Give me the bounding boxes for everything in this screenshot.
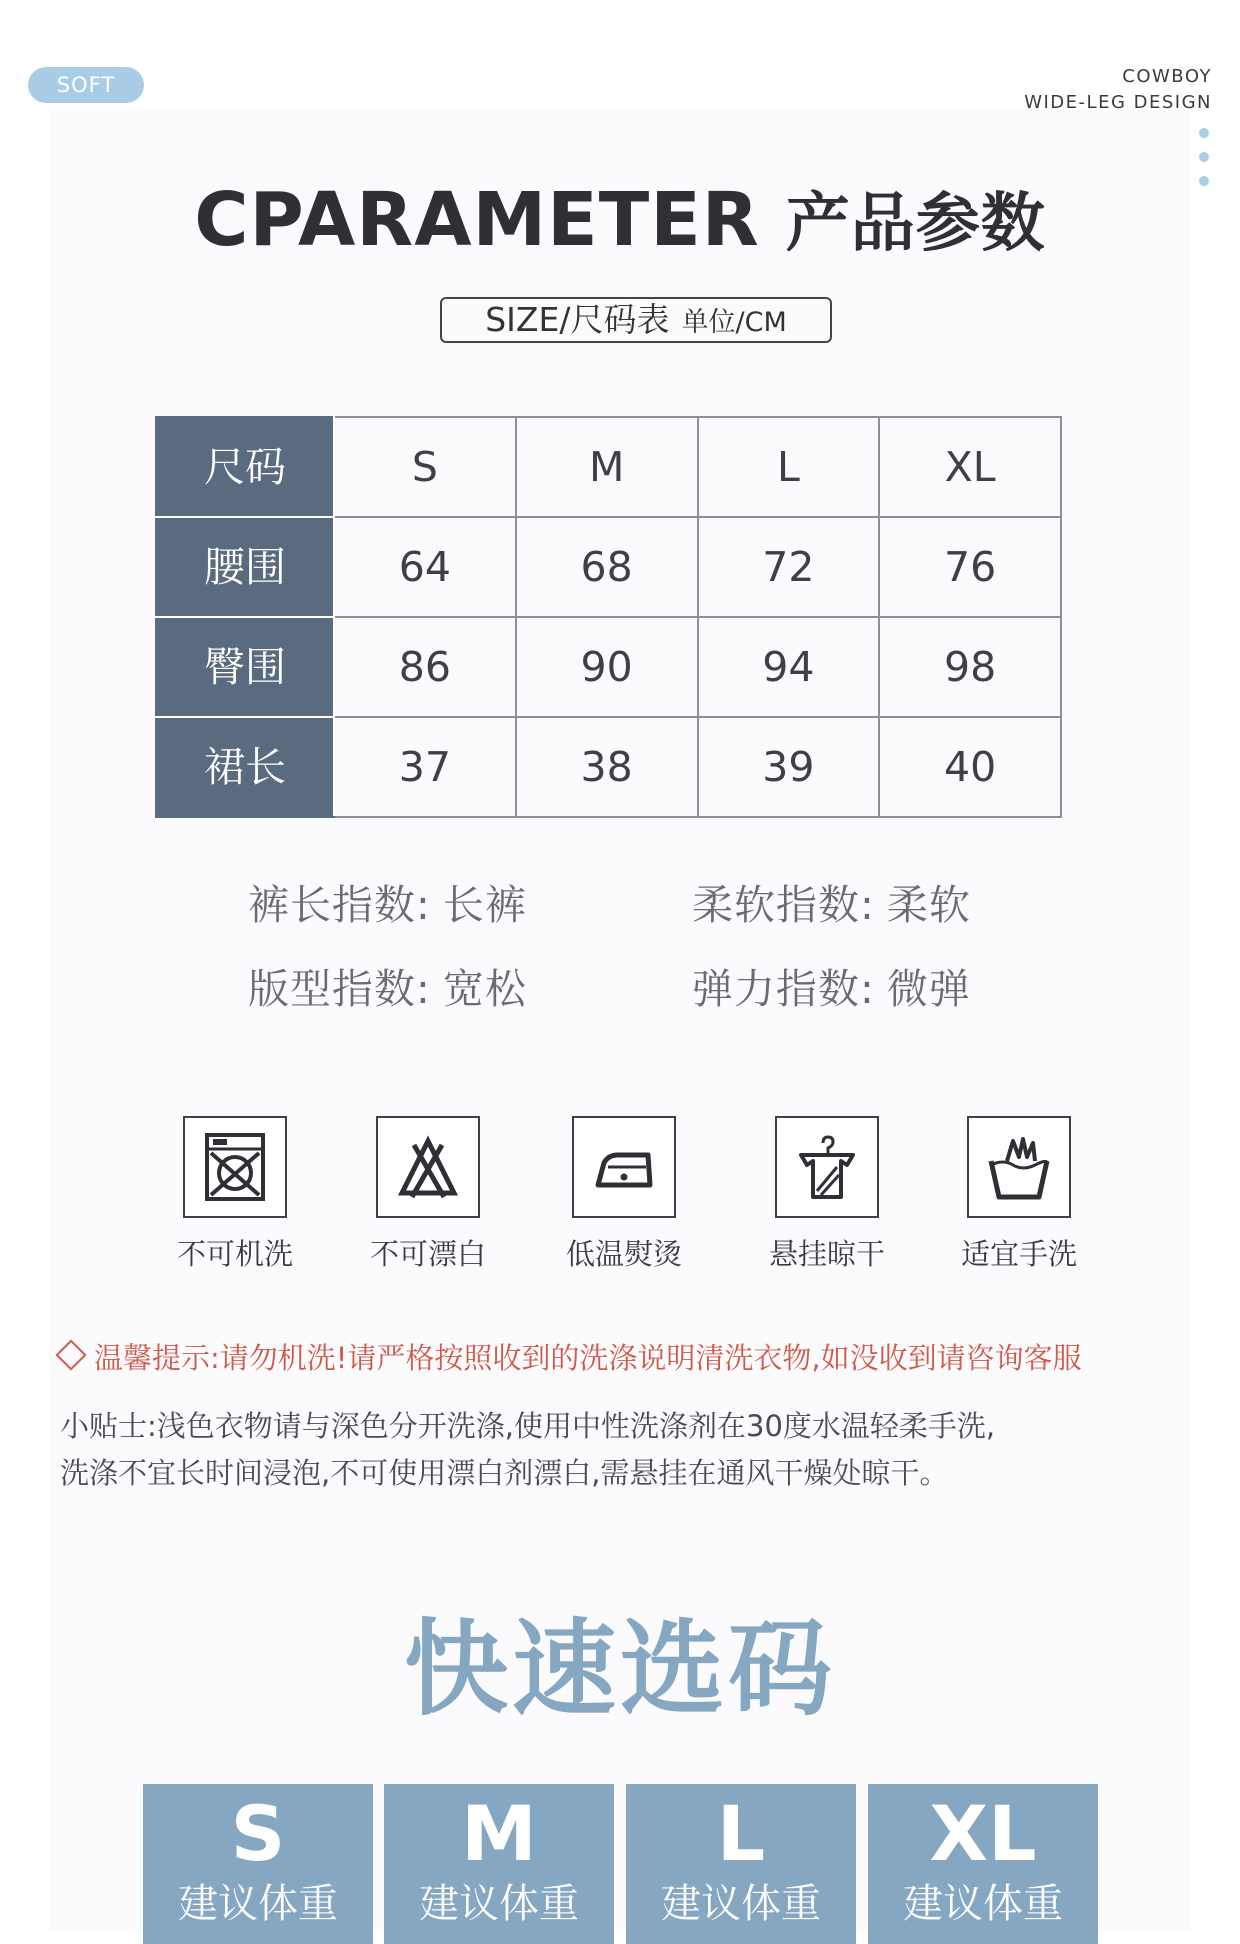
tip-line-1: 小贴士:浅色衣物请与深色分开洗涤,使用中性洗涤剂在30度水温轻柔手洗,	[60, 1409, 996, 1443]
title-en: CPARAMETER	[194, 177, 760, 263]
care-item-hang-dry	[752, 1116, 902, 1273]
size-chart-title: SIZE/尺码表	[485, 300, 670, 339]
tip-line-2: 洗涤不宜长时间浸泡,不可使用漂白剂漂白,需悬挂在通风干燥处晾干。	[60, 1456, 949, 1490]
diamond-icon	[55, 1339, 86, 1370]
care-label: 悬挂晾干	[768, 1237, 885, 1271]
index-label: 裤长指数:	[248, 881, 431, 929]
table-cell: 38	[516, 717, 698, 817]
size-chart-label	[440, 297, 832, 343]
no-machine-wash-icon	[183, 1116, 287, 1218]
index-value: 长裤	[442, 881, 527, 929]
care-label: 适宜手洗	[960, 1237, 1077, 1271]
index-elasticity	[692, 956, 971, 1015]
table-header-cell: M	[516, 417, 698, 517]
hand-wash-icon	[967, 1116, 1071, 1218]
care-label: 低温熨烫	[565, 1237, 682, 1271]
index-value: 微弹	[886, 965, 971, 1013]
table-row-label: 裙长	[156, 717, 334, 817]
size-table	[155, 416, 1062, 818]
quick-select-card-m[interactable]	[384, 1784, 614, 1944]
index-value: 柔软	[886, 881, 971, 929]
index-label: 柔软指数:	[692, 881, 875, 929]
notice-text: 温馨提示:请勿机洗!请严格按照收到的洗涤说明清洗衣物,如没收到请咨询客服	[94, 1341, 1082, 1375]
table-cell: 90	[516, 617, 698, 717]
quick-select-title: 快速选码	[403, 1608, 836, 1730]
size-chart-unit: 单位/CM	[681, 307, 787, 338]
dot-icon	[1199, 128, 1209, 138]
table-cell: 37	[334, 717, 516, 817]
quick-select-card-l[interactable]	[626, 1784, 856, 1944]
table-row-label: 腰围	[156, 517, 334, 617]
page-title	[0, 172, 1240, 264]
low-temp-iron-icon	[572, 1116, 676, 1218]
table-header-cell: L	[698, 417, 880, 517]
quick-select-card-xl[interactable]	[868, 1784, 1098, 1944]
no-bleach-icon	[376, 1116, 480, 1218]
index-softness	[692, 872, 971, 931]
table-cell: 68	[516, 517, 698, 617]
table-header-row	[156, 417, 1061, 517]
card-size: M	[461, 1789, 537, 1878]
dot-icon	[1199, 152, 1209, 162]
table-row-label: 臀围	[156, 617, 334, 717]
care-item-no-bleach	[353, 1116, 503, 1273]
care-item-no-machine-wash	[160, 1116, 310, 1273]
table-header-cell: 尺码	[156, 417, 334, 517]
care-item-low-temp-iron	[549, 1116, 699, 1273]
table-header-cell: XL	[879, 417, 1061, 517]
table-row	[156, 617, 1061, 717]
care-item-hand-wash	[944, 1116, 1094, 1273]
index-value: 宽松	[442, 965, 527, 1013]
index-length	[248, 872, 527, 931]
care-label: 不可漂白	[369, 1237, 486, 1271]
card-subtitle: 建议体重	[419, 1881, 579, 1927]
brand-line-2: WIDE-LEG DESIGN	[1024, 92, 1212, 113]
index-label: 弹力指数:	[692, 965, 875, 1013]
hang-dry-icon	[775, 1116, 879, 1218]
card-subtitle: 建议体重	[903, 1881, 1063, 1927]
table-cell: 40	[879, 717, 1061, 817]
brand-line-1: COWBOY	[1122, 66, 1212, 87]
card-subtitle: 建议体重	[661, 1881, 821, 1927]
soft-badge: SOFT	[28, 67, 144, 103]
card-size: L	[716, 1789, 766, 1878]
brand-text	[1024, 64, 1212, 116]
index-fit	[248, 956, 527, 1015]
card-subtitle: 建议体重	[178, 1881, 338, 1927]
table-cell: 64	[334, 517, 516, 617]
table-cell: 76	[879, 517, 1061, 617]
index-label: 版型指数:	[248, 965, 431, 1013]
card-size: XL	[929, 1789, 1037, 1878]
table-cell: 39	[698, 717, 880, 817]
table-header-cell: S	[334, 417, 516, 517]
table-cell: 98	[879, 617, 1061, 717]
table-cell: 86	[334, 617, 516, 717]
quick-select-card-s[interactable]	[143, 1784, 373, 1944]
table-cell: 72	[698, 517, 880, 617]
table-row	[156, 517, 1061, 617]
card-size: S	[230, 1789, 286, 1878]
care-label: 不可机洗	[176, 1237, 293, 1271]
table-row	[156, 717, 1061, 817]
title-cn: 产品参数	[785, 187, 1046, 261]
table-cell: 94	[698, 617, 880, 717]
warm-notice	[60, 1336, 1082, 1377]
